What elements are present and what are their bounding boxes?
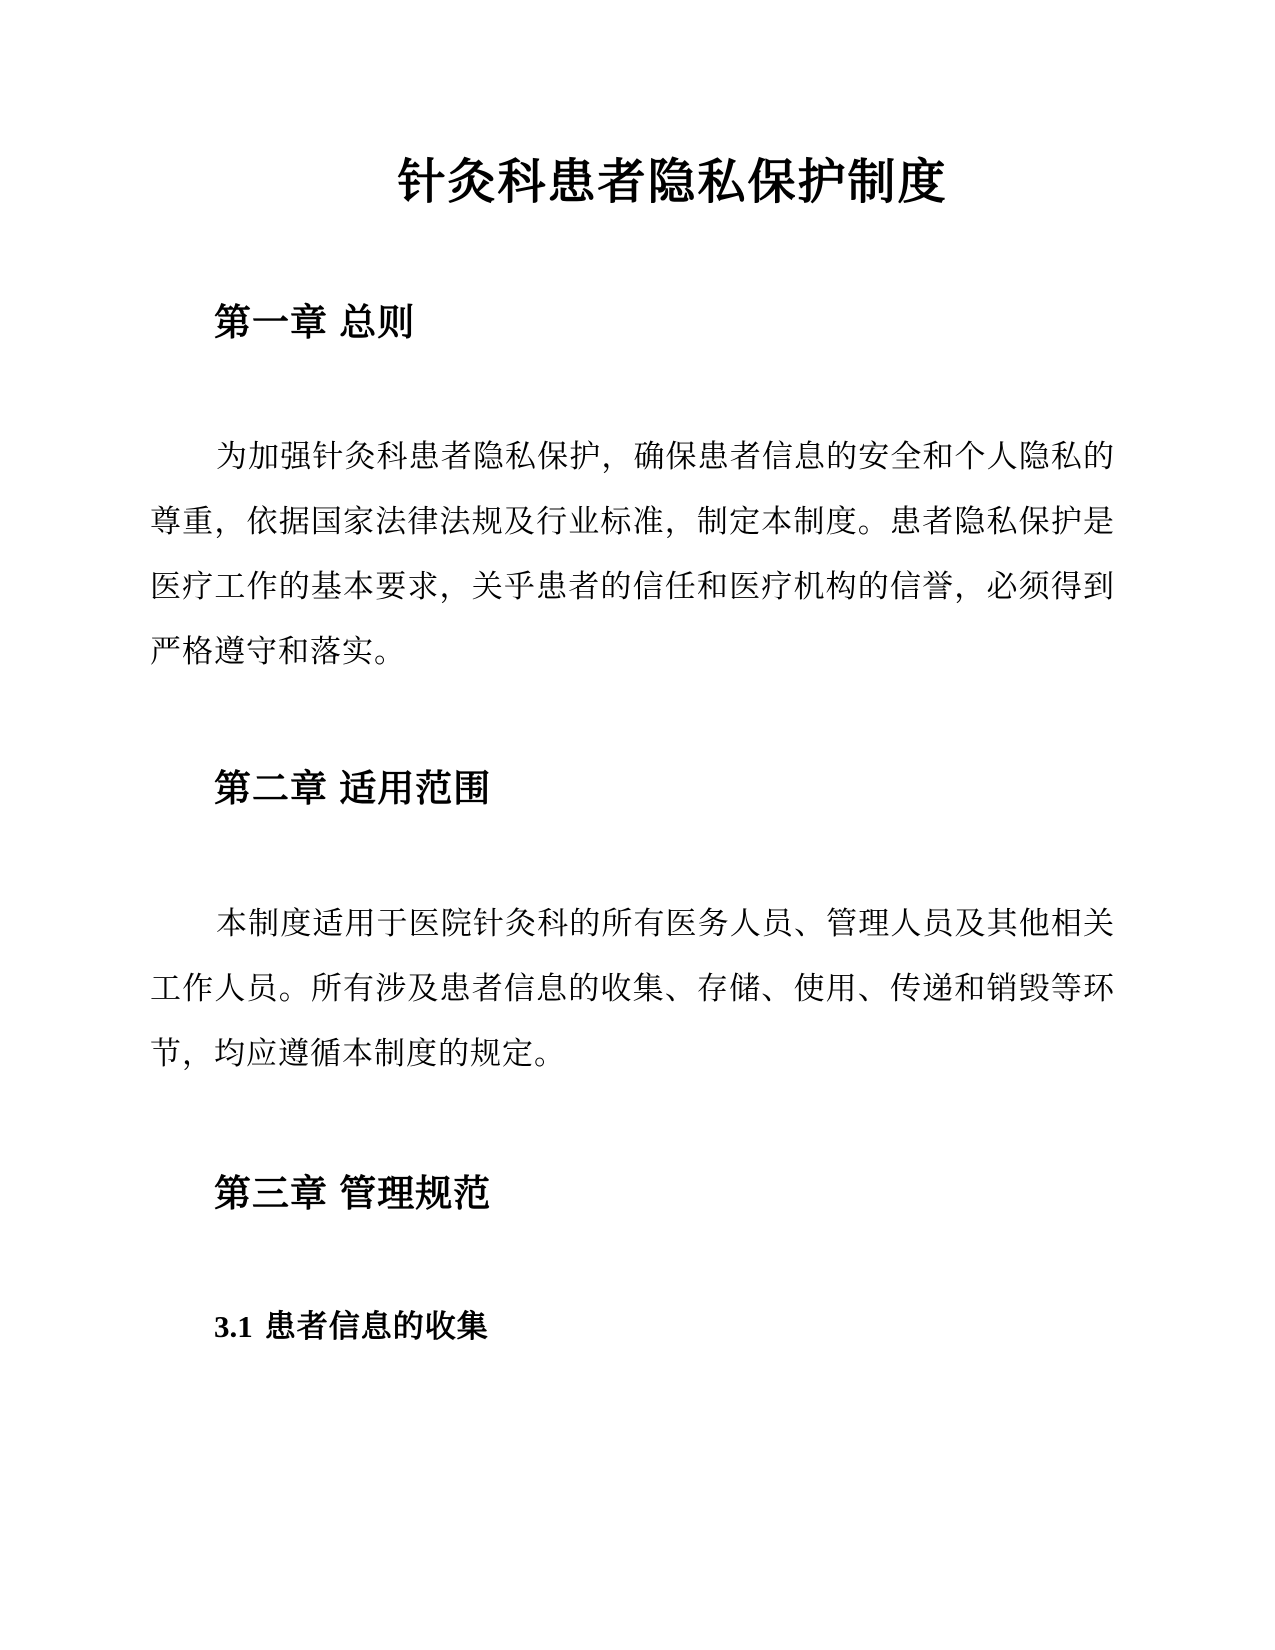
section-3-1-number: 3.1 [214, 1309, 253, 1344]
chapter-2-paragraph: 本制度适用于医院针灸科的所有医务人员、管理人员及其他相关工作人员。所有涉及患者信息的收集、存储、使用、传递和销毁等环节，均应遵循本制度的规定。 [150, 906, 1115, 1071]
document-title: 针灸科患者隐私保护制度 [397, 156, 948, 209]
section-3-1-title: 患者信息的收集 [264, 1309, 489, 1344]
chapter-3-heading: 第三章 管理规范 [214, 1173, 492, 1214]
chapter-2-heading: 第二章 适用范围 [214, 768, 492, 809]
chapter-1-paragraph: 为加强针灸科患者隐私保护，确保患者信息的安全和个人隐私的尊重，依据国家法律法规及行业标准，制定本制度。患者隐私保护是医疗工作的基本要求，关乎患者的信任和医疗机构的信誉，必须得到严格遵守和落实。 [150, 439, 1115, 669]
chapter-1-heading: 第一章 总则 [214, 302, 416, 343]
section-3-1-heading [214, 1305, 1115, 1349]
